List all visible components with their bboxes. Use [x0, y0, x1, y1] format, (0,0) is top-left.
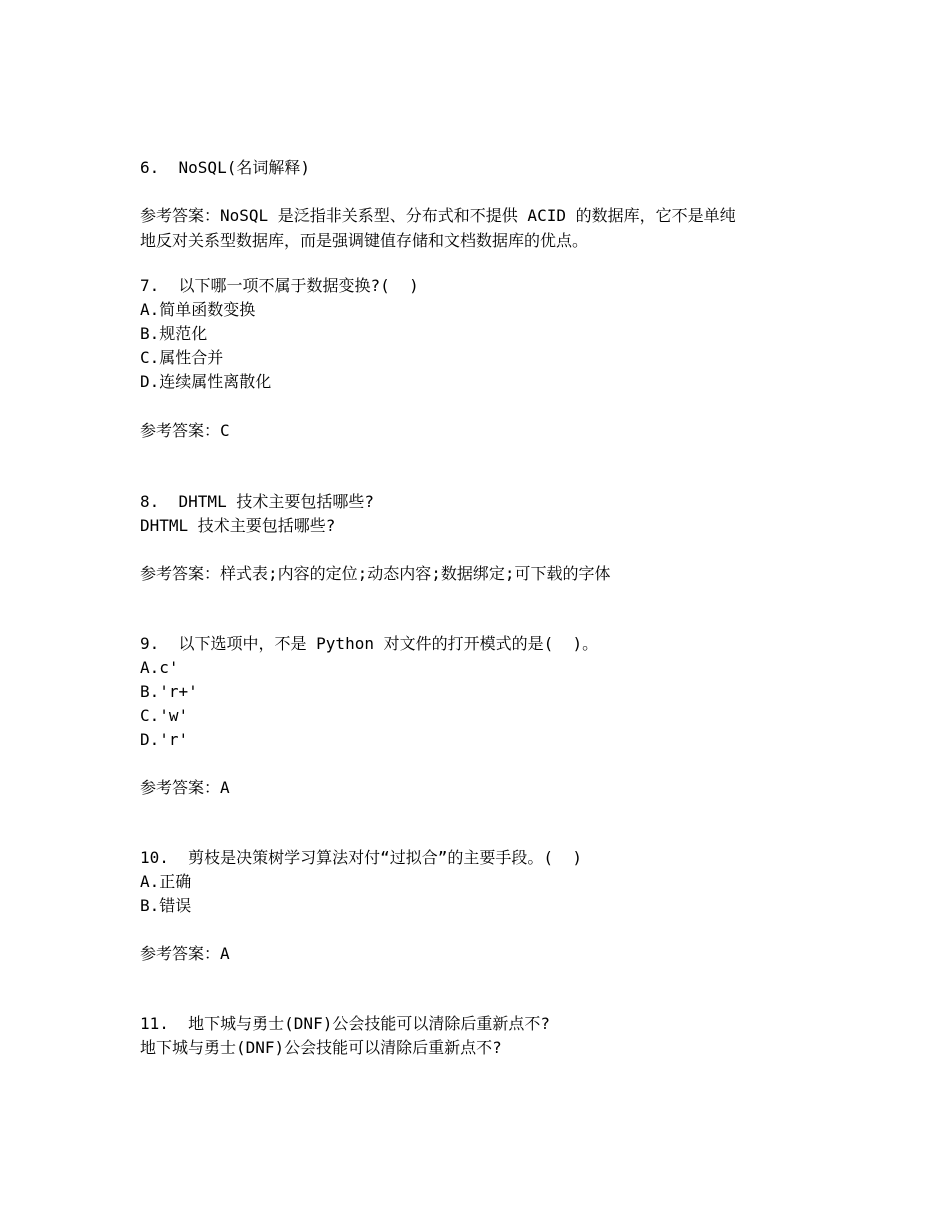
- question-11-repeat: 地下城与勇士(DNF)公会技能可以清除后重新点不?: [140, 1038, 502, 1057]
- answer-6-line-1: 参考答案：NoSQL 是泛指非关系型、分布式和不提供 ACID 的数据库，它不是单纯: [140, 206, 736, 225]
- question-7-option-a: A.简单函数变换: [140, 300, 256, 319]
- question-7-option-b: B.规范化: [140, 324, 208, 343]
- answer-8: 参考答案：样式表;内容的定位;动态内容;数据绑定;可下载的字体: [140, 564, 611, 583]
- question-6-text: 6. NoSQL(名词解释): [140, 158, 310, 177]
- document-page: [140, 0, 820, 1230]
- answer-10: 参考答案：A: [140, 944, 230, 963]
- question-7-text: 7. 以下哪一项不属于数据变换?( ): [140, 276, 419, 295]
- answer-9: 参考答案：A: [140, 778, 230, 797]
- question-10-option-a: A.正确: [140, 872, 192, 891]
- question-8-text: 8. DHTML 技术主要包括哪些?: [140, 492, 374, 511]
- question-9-option-a: A.c': [140, 658, 179, 677]
- question-7-option-d: D.连续属性离散化: [140, 372, 272, 391]
- question-10-option-b: B.错误: [140, 896, 192, 915]
- question-8-repeat: DHTML 技术主要包括哪些?: [140, 516, 336, 535]
- question-9-option-b: B.'r+': [140, 682, 198, 701]
- question-9-text: 9. 以下选项中，不是 Python 对文件的打开模式的是( )。: [140, 634, 599, 653]
- question-11-text: 11. 地下城与勇士(DNF)公会技能可以清除后重新点不?: [140, 1014, 550, 1033]
- question-9-option-d: D.'r': [140, 730, 189, 749]
- question-7-option-c: C.属性合并: [140, 348, 224, 367]
- answer-7: 参考答案：C: [140, 421, 230, 440]
- answer-6-line-2: 地反对关系型数据库，而是强调键值存储和文档数据库的优点。: [140, 231, 589, 250]
- question-9-option-c: C.'w': [140, 706, 189, 725]
- question-10-text: 10. 剪枝是决策树学习算法对付“过拟合”的主要手段。( ): [140, 848, 582, 867]
